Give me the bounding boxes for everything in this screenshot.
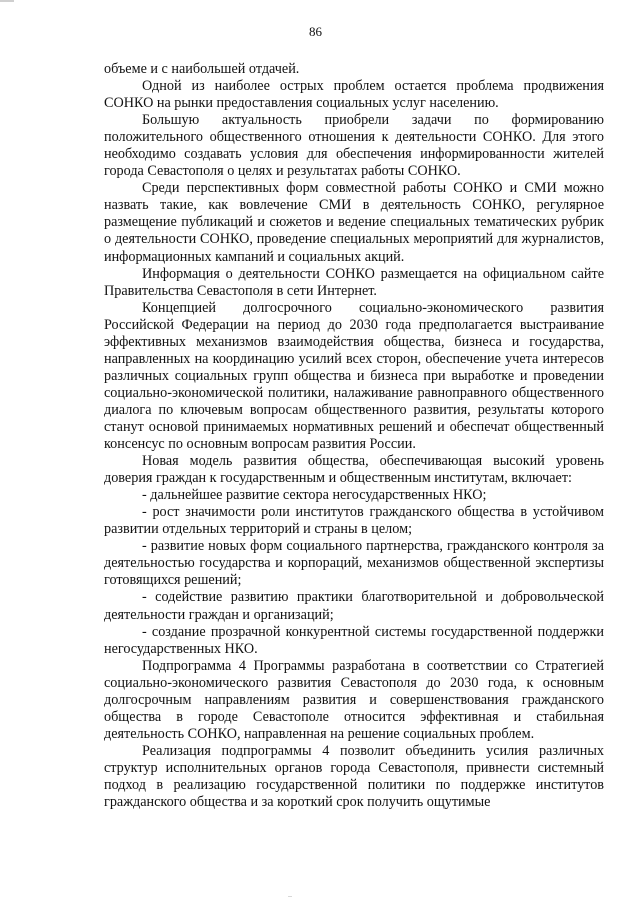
body-text bbox=[104, 61, 604, 811]
paragraph: Большую актуальность приобрели задачи по формированию положительного общественного отношения к деятельности СОНКО. Для этого необходимо создавать условия для обеспечения информированности жителей города Севастополя о целях и результатах работы СОНКО. bbox=[104, 112, 604, 180]
paragraph: объеме и с наибольшей отдачей. bbox=[104, 61, 300, 77]
page-number: 86 bbox=[309, 24, 322, 39]
paragraph: Подпрограмма 4 Программы разработана в соответствии со Стратегией социально-экономического развития Севастополя до 2030 года, к основным долгосрочным направлениям развития и совершенствования гражданского общества в городе Севастополе относится эффективная и стабильная деятельность СОНКО, направленная на решение социальных проблем. bbox=[104, 657, 604, 742]
list-item: - создание прозрачной конкурентной системы государственной поддержки негосударственных НКО. bbox=[104, 623, 604, 657]
paragraph: Новая модель развития общества, обеспечивающая высокий уровень доверия граждан к государственным и общественным институтам, включает: bbox=[104, 453, 604, 487]
list-item: - содействие развитию практики благотворительной и добровольческой деятельности граждан и организаций; bbox=[104, 589, 604, 623]
scan-corner-mark bbox=[0, 0, 14, 2]
list-item: - рост значимости роли институтов гражданского общества в устойчивом развитии отдельных территорий и страны в целом; bbox=[104, 504, 604, 538]
list-item: - дальнейшее развитие сектора негосударственных НКО; bbox=[142, 487, 487, 504]
paragraph: Одной из наиболее острых проблем остается проблема продвижения СОНКО на рынки предоставления социальных услуг населению. bbox=[104, 78, 604, 112]
paragraph: Среди перспективных форм совместной работы СОНКО и СМИ можно назвать такие, как вовлечение СМИ в деятельность СОНКО, регулярное размещение публикаций и сюжетов и ведение специальных тематических рубрик о деятельности СОНКО, проведение специальных мероприятий для журналистов, информационных кампаний и социальных акций. bbox=[104, 180, 604, 265]
paragraph: Концепцией долгосрочного социально-экономического развития Российской Федерации на период до 2030 года предполагается выстраивание эффективных механизмов взаимодействия общества, бизнеса и государства, направленных на координацию усилий всех сторон, обеспечение учета интересов различных социальных групп общества и бизнеса при выработке и проведении социально-экономической политики, налаживание равноправного общественного диалога по ключевым вопросам общественного развития, результаты которого станут основой принимаемых нормативных решений и обеспечат общественный консенсус по основным вопросам развития России. bbox=[104, 299, 604, 453]
list-item: - развитие новых форм социального партнерства, гражданского контроля за деятельностью государства и корпораций, механизмов общественной экспертизы готовящихся решений; bbox=[104, 538, 604, 589]
paragraph: Информация о деятельности СОНКО размещается на официальном сайте Правительства Севастополя в сети Интернет. bbox=[104, 265, 604, 299]
scan-bottom-mark bbox=[288, 896, 292, 897]
paragraph: Реализация подпрограммы 4 позволит объединить усилия различных структур исполнительных органов города Севастополя, привнести системный подход в реализацию государственной политики по поддержке институтов гражданского общества и за короткий срок получить ощутимые bbox=[104, 742, 604, 811]
